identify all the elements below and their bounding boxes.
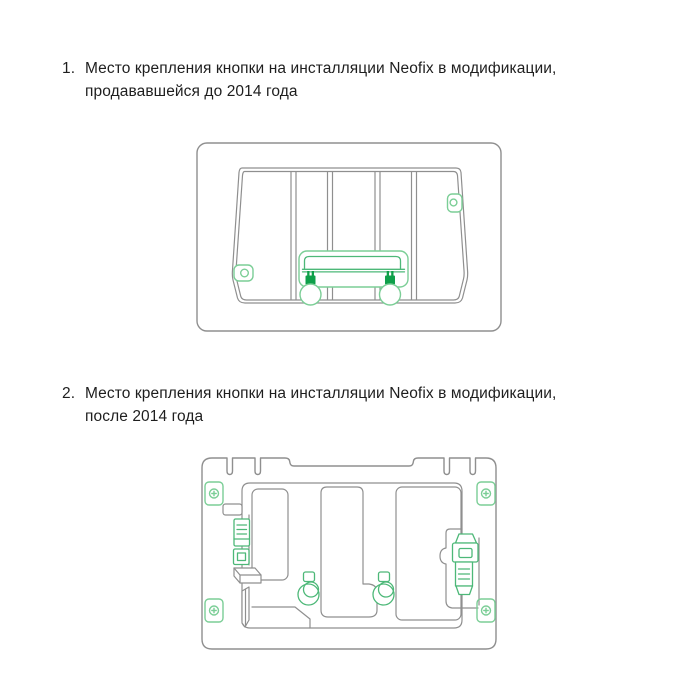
caption-1-number: 1. (62, 60, 76, 77)
screw-boss-top-left-icon (205, 482, 223, 505)
caption-2-number: 2. (62, 385, 76, 402)
recess-right (396, 487, 461, 620)
button-clip-right-highlight (453, 534, 479, 595)
diagram-neofix-post-2014 (200, 455, 500, 655)
screw-boss-bottom-right-icon (477, 599, 495, 622)
flush-rod-left-icon (300, 284, 321, 305)
flush-rod-connector-left-icon (298, 572, 319, 605)
caption-1-line-2: продававшейся до 2014 года (85, 83, 298, 100)
diagram-neofix-pre-2014 (196, 142, 502, 332)
caption-1 (60, 57, 556, 103)
screw-boss-bottom-left-icon (205, 599, 223, 622)
caption-2-text (85, 382, 556, 428)
screw-tab-left-icon (234, 265, 253, 281)
caption-1-text (85, 57, 556, 103)
screw-boss-top-right-icon (477, 482, 495, 505)
caption-2 (60, 382, 556, 428)
caption-2-line-1: Место крепления кнопки на инсталляции Neofix в модификации, (85, 385, 557, 402)
flush-rod-connector-right-icon (373, 572, 394, 605)
caption-2-line-2: после 2014 года (85, 408, 204, 425)
button-mount-highlight (299, 251, 408, 305)
recess-middle (321, 487, 377, 617)
button-clip-left-highlight (234, 519, 250, 565)
recess-left (252, 489, 288, 580)
flush-rod-right-icon (380, 284, 401, 305)
screw-tab-right-icon (448, 194, 463, 212)
panel-outline (242, 483, 462, 628)
caption-1-line-1: Место крепления кнопки на инсталляции Neofix в модификации, (85, 60, 557, 77)
